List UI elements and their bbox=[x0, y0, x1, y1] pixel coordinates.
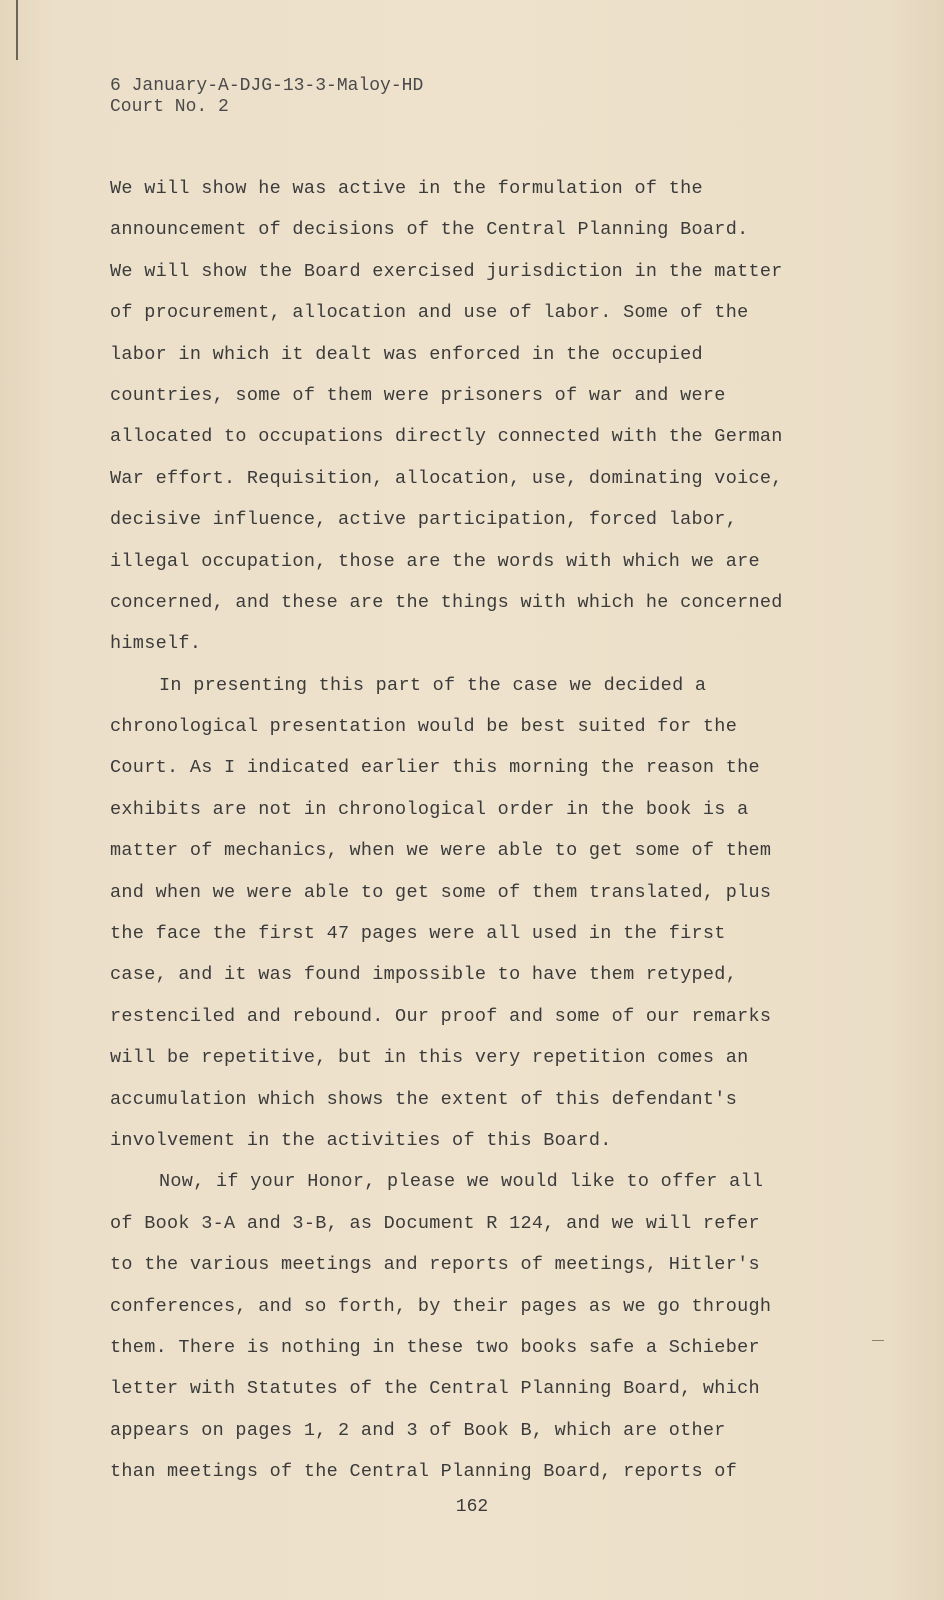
text-line: labor in which it dealt was enforced in the occupied bbox=[110, 343, 703, 365]
text-line: involvement in the activities of this Board. bbox=[110, 1129, 612, 1151]
text-line: concerned, and these are the things with which he concerned bbox=[110, 591, 783, 613]
paragraph-start-line: Now, if your Honor, please we would like to offer all bbox=[159, 1171, 764, 1193]
text-line: letter with Statutes of the Central Planning Board, which bbox=[110, 1378, 760, 1400]
text-line: decisive influence, active participation, forced labor, bbox=[110, 509, 738, 531]
text-line: matter of mechanics, when we were able to get some of them bbox=[110, 840, 772, 862]
text-line: of procurement, allocation and use of labor. Some of the bbox=[110, 302, 749, 324]
text-line: illegal occupation, those are the words with which we are bbox=[110, 550, 760, 572]
text-line: appears on pages 1, 2 and 3 of Book B, which are other bbox=[110, 1419, 726, 1441]
text-line: of Book 3-A and 3-B, as Document R 124, and we will refer bbox=[110, 1212, 760, 1234]
text-line: to the various meetings and reports of meetings, Hitler's bbox=[110, 1254, 760, 1276]
text-line: than meetings of the Central Planning Board, reports of bbox=[110, 1461, 738, 1483]
header-court: Court No. 2 bbox=[110, 97, 229, 117]
text-line: We will show he was active in the formulation of the bbox=[110, 178, 703, 199]
text-line: restenciled and rebound. Our proof and some of our remarks bbox=[110, 1005, 772, 1027]
text-line: the face the first 47 pages were all used in the first bbox=[110, 923, 726, 945]
margin-mark bbox=[16, 0, 18, 60]
text-line: allocated to occupations directly connected with the German bbox=[110, 426, 783, 448]
margin-tick bbox=[872, 1340, 884, 1341]
text-line: conferences, and so forth, by their pages as we go through bbox=[110, 1295, 772, 1317]
text-line: and when we were able to get some of them translated, plus bbox=[110, 881, 772, 903]
document-body bbox=[110, 168, 850, 1493]
text-line: We will show the Board exercised jurisdiction in the matter bbox=[110, 260, 783, 282]
text-line: himself. bbox=[110, 633, 202, 655]
text-line: them. There is nothing in these two books safe a Schieber bbox=[110, 1336, 760, 1358]
text-line: accumulation which shows the extent of this defendant's bbox=[110, 1088, 738, 1110]
document-header bbox=[110, 76, 423, 118]
text-line: countries, some of them were prisoners of war and were bbox=[110, 384, 726, 406]
text-line: War effort. Requisition, allocation, use, dominating voice, bbox=[110, 467, 783, 489]
text-line: Court. As I indicated earlier this morning the reason the bbox=[110, 757, 760, 779]
text-line: will be repetitive, but in this very repetition comes an bbox=[110, 1047, 749, 1069]
text-line: announcement of decisions of the Central Planning Board. bbox=[110, 219, 749, 241]
paragraph-start-line: In presenting this part of the case we decided a bbox=[159, 674, 707, 696]
page-number: 162 bbox=[455, 1497, 489, 1517]
header-reference: 6 January-A-DJG-13-3-Maloy-HD bbox=[110, 76, 424, 96]
text-line: chronological presentation would be best suited for the bbox=[110, 716, 738, 738]
text-line: exhibits are not in chronological order in the book is a bbox=[110, 798, 749, 820]
text-line: case, and it was found impossible to have them retyped, bbox=[110, 964, 738, 986]
